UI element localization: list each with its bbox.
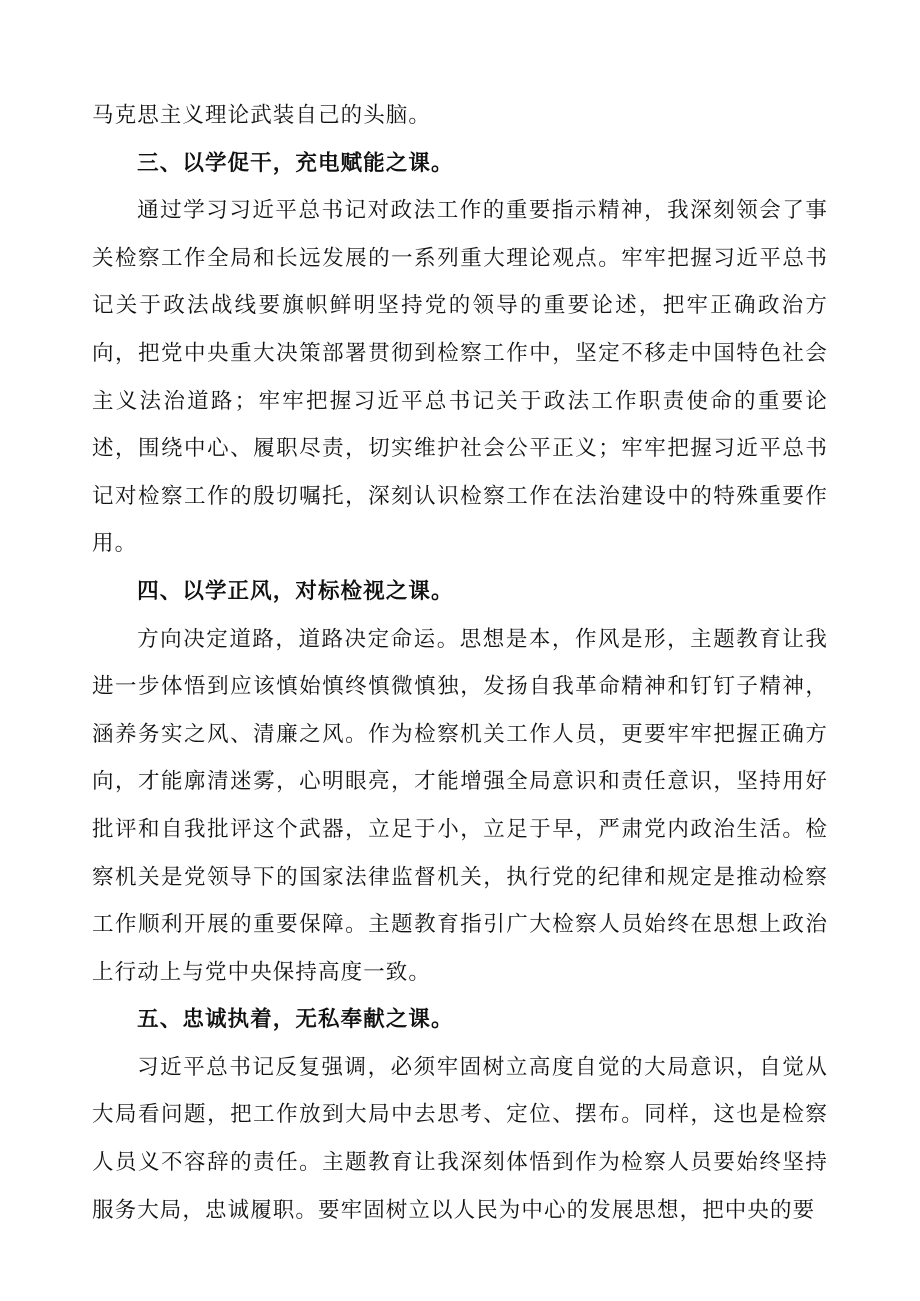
paragraph-section-4: 方向决定道路，道路决定命运。思想是本，作风是形，主题教育让我进一步体悟到应该慎始慎终慎微慎独，发扬自我革命精神和钉钉子精神，涵养务实之风、清廉之风。作为检察机关工作人员，更要牢牢把握正确方向，才能廓清迷雾，心明眼亮，才能增强全局意识和责任意识，坚持用好批评和自我批评这个武器，立足于小，立足于早，严肃党内政治生活。检察机关是党领导下的国家法律监督机关，执行党的纪律和规定是推动检察工作顺利开展的重要保障。主题教育指引广大检察人员始终在思想上政治上行动上与党中央保持高度一致。 (92, 626, 828, 985)
paragraph-continuation: 马克思主义理论武装自己的头脑。 (92, 103, 432, 128)
section-heading-4: 四、以学正风，对标检视之课。 (137, 578, 454, 604)
section-heading-5: 五、忠诚执着，无私奉献之课。 (137, 1007, 454, 1033)
paragraph-section-3: 通过学习习近平总书记对政法工作的重要指示精神，我深刻领会了事关检察工作全局和长远发展的一系列重大理论观点。牢牢把握习近平总书记关于政法战线要旗帜鲜明坚持党的领导的重要论述，把牢正确政治方向，把党中央重大决策部署贯彻到检察工作中，坚定不移走中国特色社会主义法治道路；牢牢把握习近平总书记关于政法工作职责使命的重要论述，围绕中心、履职尽责，切实维护社会公平正义；牢牢把握习近平总书记对检察工作的殷切嘱托，深刻认识检察工作在法治建设中的特殊重要作用。 (92, 198, 828, 557)
section-heading-3: 三、以学促干，充电赋能之课。 (137, 150, 454, 176)
paragraph-section-5: 习近平总书记反复强调，必须牢固树立高度自觉的大局意识，自觉从大局看问题，把工作放到大局中去思考、定位、摆布。同样，这也是检察人员义不容辞的责任。主题教育让我深刻体悟到作为检察人员要始终坚持服务大局，忠诚履职。要牢固树立以人民为中心的发展思想，把中央的要 (92, 1054, 828, 1223)
